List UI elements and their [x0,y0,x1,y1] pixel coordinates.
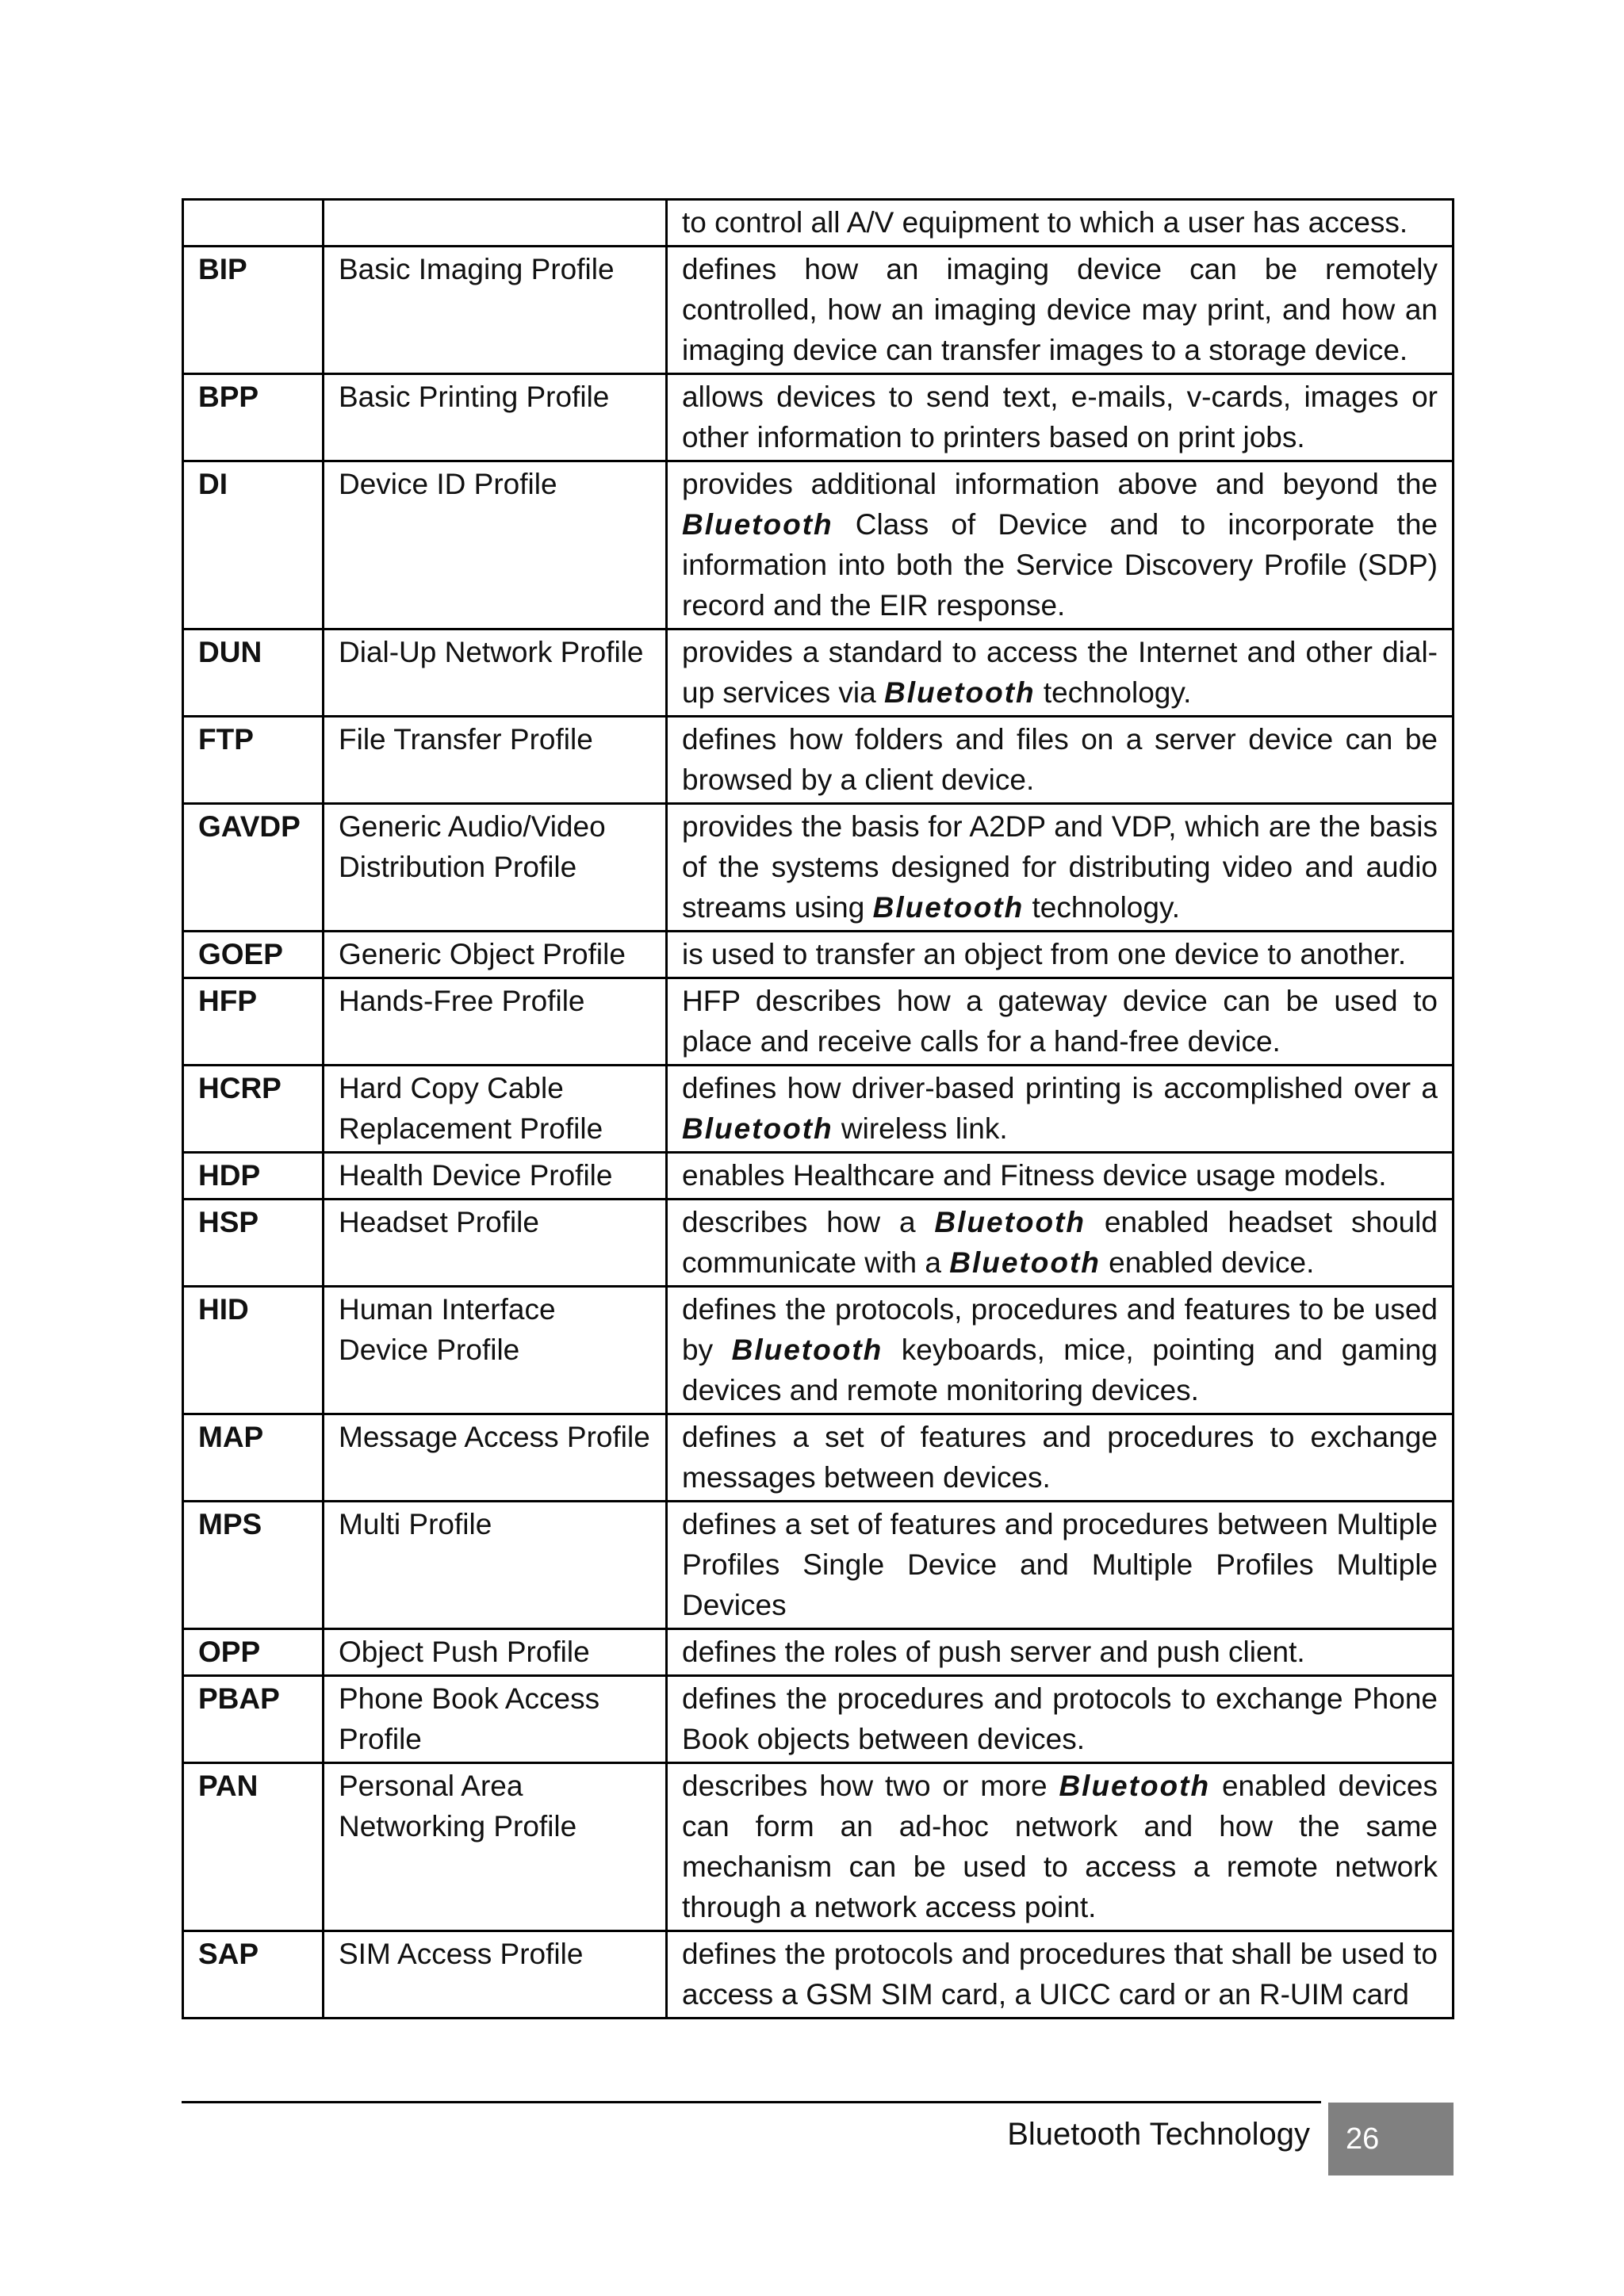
description-text: provides additional information above and beyond the [682,468,1438,500]
table-row [183,717,1454,804]
table-row [183,629,1454,717]
footer-rule [182,2101,1321,2103]
profile-abbreviation: PAN [183,1763,324,1931]
profile-abbreviation: FTP [183,717,324,804]
table-row [183,1676,1454,1763]
description-text: Class of Device and to incorporate the information into both the Service Discovery Profile (SDP) record and the EIR response. [682,508,1438,622]
profile-abbreviation: DUN [183,629,324,717]
profile-name: Device ID Profile [324,461,667,629]
profile-abbreviation: HDP [183,1153,324,1200]
profile-name: Multi Profile [324,1502,667,1629]
description-text: defines how driver-based printing is accomplished over a [682,1072,1438,1104]
profile-description [667,247,1454,374]
description-text: provides the basis for A2DP and VDP, which are the basis of the systems designed for distributing video and audio streams using [682,810,1438,924]
profile-description [667,1502,1454,1629]
profile-name: Human Interface Device Profile [324,1287,667,1414]
description-text: technology. [1035,676,1192,709]
description-text: defines the procedures and protocols to exchange Phone Book objects between devices. [682,1682,1438,1755]
description-text: defines the protocols and procedures that shall be used to access a GSM SIM card, a UICC card or an R-UIM card [682,1938,1438,2011]
table-row [183,247,1454,374]
profile-description [667,374,1454,461]
bluetooth-term: Bluetooth [1059,1770,1211,1802]
profile-table [182,198,1454,2019]
description-text: defines the roles of push server and push client. [682,1636,1305,1668]
table-row [183,1066,1454,1153]
description-text: describes how a [682,1206,935,1238]
description-text: defines how an imaging device can be remotely controlled, how an imaging device may print, and how an imaging device can transfer images to a storage device. [682,253,1438,366]
profile-description [667,1676,1454,1763]
table-row [183,1502,1454,1629]
profile-name: Personal Area Networking Profile [324,1763,667,1931]
table-row [183,978,1454,1066]
profile-description [667,1414,1454,1502]
profile-abbreviation: SAP [183,1931,324,2019]
bluetooth-term: Bluetooth [884,676,1036,709]
profile-description [667,804,1454,932]
description-text: enables Healthcare and Fitness device usage models. [682,1159,1387,1192]
profile-description [667,717,1454,804]
footer-title: Bluetooth Technology [1007,2117,1310,2152]
table-row [183,1414,1454,1502]
description-text: defines a set of features and procedures between Multiple Profiles Single Device and Multiple Profiles Multiple Devices [682,1508,1438,1621]
table-row [183,1200,1454,1287]
profile-abbreviation [183,200,324,247]
description-text: HFP describes how a gateway device can be used to place and receive calls for a hand-free device. [682,985,1438,1058]
description-text: provides a standard to access the Internet and other dial-up services via [682,636,1438,709]
profile-description [667,932,1454,978]
table-row [183,1287,1454,1414]
profile-abbreviation: OPP [183,1629,324,1676]
profile-abbreviation: DI [183,461,324,629]
profile-abbreviation: BPP [183,374,324,461]
table-row [183,200,1454,247]
profile-description [667,1931,1454,2019]
profile-name: Message Access Profile [324,1414,667,1502]
profile-rows [183,200,1454,2019]
profile-name: Dial-Up Network Profile [324,629,667,717]
description-text: wireless link. [833,1112,1008,1145]
profile-description [667,1763,1454,1931]
description-text: enabled device. [1100,1246,1315,1279]
page-number: 26 [1328,2103,1454,2175]
description-text: allows devices to send text, e-mails, v-cards, images or other information to printers based on print jobs. [682,381,1438,453]
table-row [183,804,1454,932]
profile-name: Phone Book Access Profile [324,1676,667,1763]
profile-abbreviation: GAVDP [183,804,324,932]
profile-abbreviation: GOEP [183,932,324,978]
profile-abbreviation: HCRP [183,1066,324,1153]
description-text: describes how two or more [682,1770,1059,1802]
description-text: defines how folders and files on a server device can be browsed by a client device. [682,723,1438,796]
table-row [183,1629,1454,1676]
description-text: to control all A/V equipment to which a user has access. [682,206,1408,239]
table-row [183,374,1454,461]
profile-name: Basic Printing Profile [324,374,667,461]
profile-abbreviation: MAP [183,1414,324,1502]
description-text: enabled headset should communicate with a [682,1206,1438,1279]
table-row [183,1931,1454,2019]
profile-description [667,1629,1454,1676]
description-text: is used to transfer an object from one device to another. [682,938,1407,970]
profile-description [667,1200,1454,1287]
profile-abbreviation: HSP [183,1200,324,1287]
profile-name: Health Device Profile [324,1153,667,1200]
profile-name: File Transfer Profile [324,717,667,804]
profile-name: Basic Imaging Profile [324,247,667,374]
profile-name: Generic Audio/Video Distribution Profile [324,804,667,932]
profile-abbreviation: PBAP [183,1676,324,1763]
profile-abbreviation: HID [183,1287,324,1414]
description-text: technology. [1024,891,1180,924]
profile-description [667,200,1454,247]
description-text: enabled devices can form an ad-hoc network and how the same mechanism can be used to access a remote network through a network access point. [682,1770,1438,1923]
bluetooth-term: Bluetooth [872,891,1025,924]
table-row [183,1763,1454,1931]
description-text: defines a set of features and procedures to exchange messages between devices. [682,1421,1438,1494]
profile-description [667,1287,1454,1414]
description-text: keyboards, mice, pointing and gaming devices and remote monitoring devices. [682,1334,1438,1406]
profile-description [667,461,1454,629]
profile-abbreviation: MPS [183,1502,324,1629]
profile-description [667,1153,1454,1200]
table-row [183,1153,1454,1200]
bluetooth-term: Bluetooth [949,1246,1101,1279]
bluetooth-term: Bluetooth [682,1112,833,1145]
profile-name: Hard Copy Cable Replacement Profile [324,1066,667,1153]
bluetooth-term: Bluetooth [731,1334,883,1366]
description-text: defines the protocols, procedures and features to be used by [682,1293,1438,1366]
profile-description [667,629,1454,717]
profile-name: SIM Access Profile [324,1931,667,2019]
bluetooth-term: Bluetooth [934,1206,1086,1238]
table-row [183,932,1454,978]
profile-name: Generic Object Profile [324,932,667,978]
profile-abbreviation: BIP [183,247,324,374]
table-row [183,461,1454,629]
profile-name: Hands-Free Profile [324,978,667,1066]
profile-name: Headset Profile [324,1200,667,1287]
profile-name [324,200,667,247]
profile-description [667,1066,1454,1153]
profile-name: Object Push Profile [324,1629,667,1676]
bluetooth-term: Bluetooth [682,508,833,541]
profile-abbreviation: HFP [183,978,324,1066]
profile-description [667,978,1454,1066]
